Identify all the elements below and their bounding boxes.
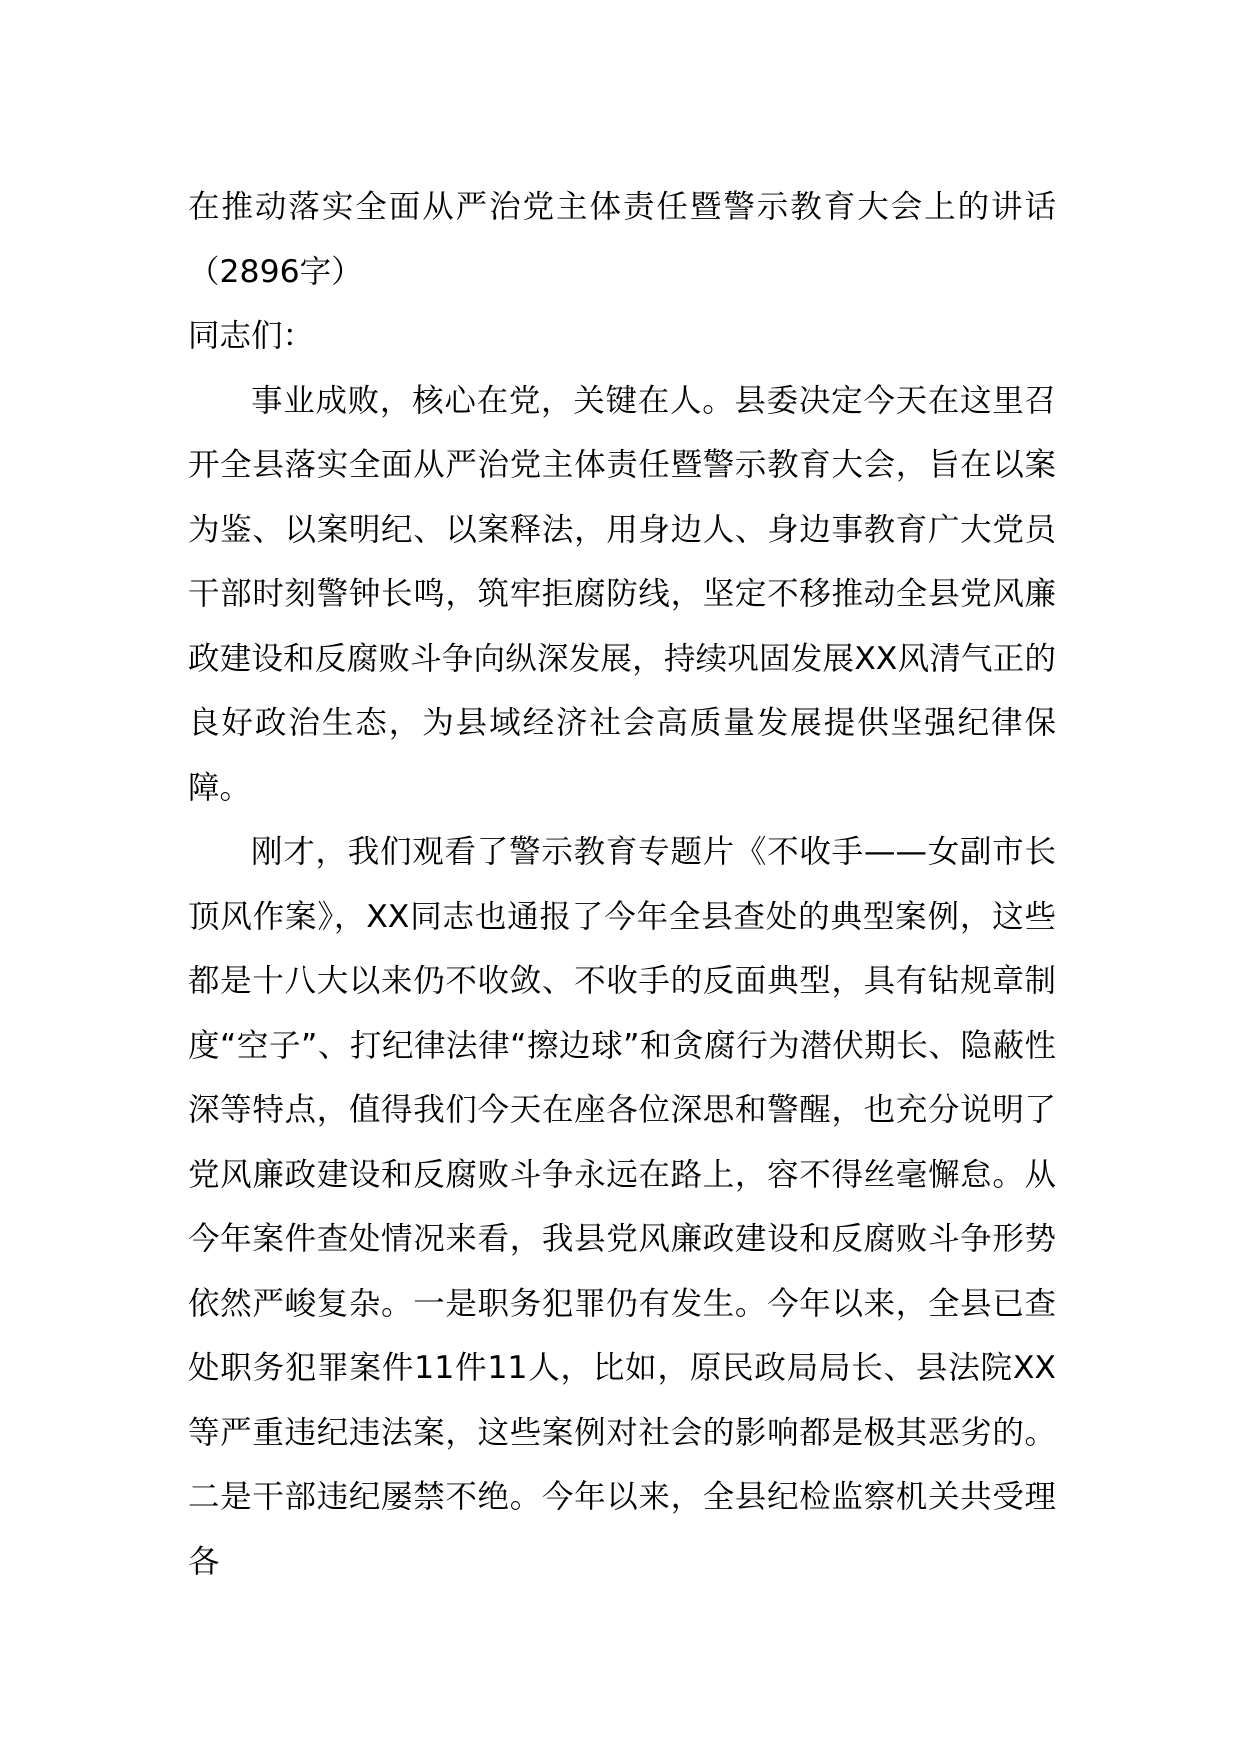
document-body <box>188 175 1056 1594</box>
paragraph-2: 刚才，我们观看了警示教育专题片《不收手——女副市长顶风作案》，XX同志也通报了今年全县查处的典型案例，这些都是十八大以来仍不收敛、不收手的反面典型，具有钻规章制度“空子”、打纪律法律“擦边球”和贪腐行为潜伏期长、隐蔽性深等特点，值得我们今天在座各位深思和警醒，也充分说明了党风廉政建设和反腐败斗争永远在路上，容不得丝毫懈怠。从今年案件查处情况来看，我县党风廉政建设和反腐败斗争形势依然严峻复杂。一是职务犯罪仍有发生。今年以来，全县已查处职务犯罪案件11件11人，比如，原民政局局长、县法院XX等严重违纪违法案，这些案例对社会的影响都是极其恶劣的。二是干部违纪屡禁不绝。今年以来，全县纪检监察机关共受理各 <box>188 834 1056 1580</box>
salutation: 同志们： <box>188 318 315 354</box>
document-title: 在推动落实全面从严治党主体责任暨警示教育大会上的讲话（2896字） <box>188 189 1056 290</box>
paragraph-1: 事业成败，核心在党，关键在人。县委决定今天在这里召开全县落实全面从严治党主体责任暨警示教育大会，旨在以案为鉴、以案明纪、以案释法，用身边人、身边事教育广大党员干部时刻警钟长鸣，筑牢拒腐防线，坚定不移推动全县党风廉政建设和反腐败斗争向纵深发展，持续巩固发展XX风清气正的良好政治生态，为县域经济社会高质量发展提供坚强纪律保障。 <box>188 382 1056 806</box>
